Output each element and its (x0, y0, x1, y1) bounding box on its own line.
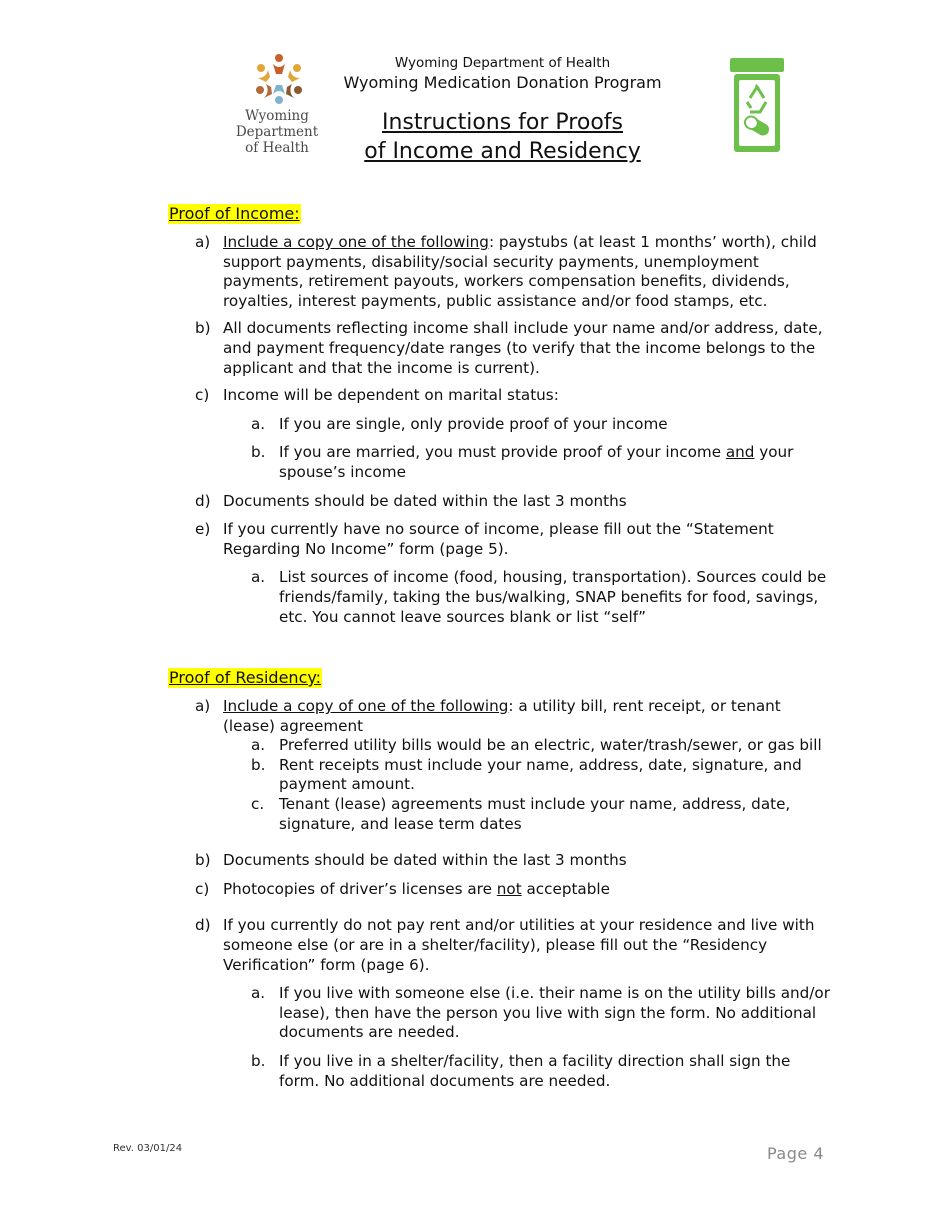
sub-list-item (251, 415, 835, 435)
title-line-1: Instructions for Proofs (381, 110, 623, 135)
list-item (195, 233, 835, 311)
list-marker: b. (251, 1051, 266, 1070)
income-e-text: If you currently have no source of income, please fill out the “Statement Regarding No Income” form (page 5). (223, 520, 774, 558)
page-number: Page 4 (767, 1144, 824, 1163)
list-item (195, 520, 835, 559)
residency-heading: Proof of Residency: (169, 668, 322, 687)
page-title (330, 108, 675, 166)
list-marker: a) (195, 233, 211, 251)
list-marker: c) (195, 386, 210, 405)
residency-a-lead: Include a copy of one of the following (223, 697, 509, 715)
income-b-text: All documents reflecting income shall include your name and/or address, date, and payment frequency/date ranges (to verify that the income belongs to the applicant and that the income is current). (223, 319, 823, 377)
list-marker: a. (251, 984, 266, 1003)
sub-list-item (251, 443, 835, 482)
logo-line-1: Wyoming (245, 108, 309, 124)
list-marker: a) (195, 697, 211, 715)
list-item (195, 916, 835, 975)
sub-list-item (251, 568, 835, 627)
income-a-text: : paystubs (at least 1 months’ worth), child support payments, disability/social security payments, unemployment payments, retirement payouts, workers compensation benefits, dividends, royalties, interest payments, public assistance and/or food stamps, etc. (223, 233, 817, 310)
residency-b-text: Documents should be dated within the last 3 months (223, 851, 627, 870)
residency-a-sub-c: Tenant (lease) agreements must include your name, address, date, signature, and lease term dates (279, 794, 791, 833)
list-item (195, 880, 835, 900)
list-item (195, 386, 835, 406)
recycle-bin-icon (730, 58, 784, 158)
list-item (195, 851, 835, 871)
residency-d-sub-a: If you live with someone else (i.e. their name is on the utility bills and/or lease), then have the person you live with sign the form. No additional documents are needed. (279, 984, 830, 1042)
list-marker: a. (251, 568, 266, 587)
income-list (195, 233, 835, 627)
logo-line-2: Department (235, 124, 319, 140)
residency-a-sub-a: Preferred utility bills would be an electric, water/trash/sewer, or gas bill (279, 736, 822, 755)
residency-a-sub-b: Rent receipts must include your name, address, date, signature, and payment amount. (279, 755, 802, 794)
sub-list-item (251, 736, 835, 756)
list-marker: c. (251, 794, 265, 813)
list-item (195, 697, 835, 736)
sub-list-item (251, 1052, 835, 1091)
list-marker: b) (195, 851, 211, 870)
list-marker: d) (195, 916, 211, 935)
list-marker: b) (195, 319, 211, 338)
income-c-text: Income will be dependent on marital status: (223, 386, 559, 405)
list-marker: e) (195, 520, 211, 539)
residency-list (195, 697, 835, 1091)
revision-date: Rev. 03/01/24 (113, 1143, 183, 1154)
income-heading: Proof of Income: (169, 204, 300, 223)
list-item (195, 492, 835, 512)
income-a-lead: Include a copy one of the following (223, 233, 489, 251)
people-circle-icon (252, 52, 306, 106)
sub-list-item (251, 795, 835, 834)
income-d-text: Documents should be dated within the last 3 months (223, 491, 627, 510)
sub-list-item (251, 756, 835, 795)
residency-c-post: acceptable (521, 879, 610, 898)
program-name: Wyoming Medication Donation Program (343, 73, 662, 92)
income-c-sub-b-post: your spouse’s income (279, 443, 794, 481)
title-line-2: of Income and Residency (364, 139, 641, 164)
list-marker: c) (195, 879, 210, 898)
list-item (195, 319, 835, 378)
residency-d-sub-b: If you live in a shelter/facility, then a facility direction shall sign the form. No additional documents are needed. (279, 1051, 791, 1090)
list-marker: a. (251, 736, 266, 755)
residency-c-pre: Photocopies of driver’s licenses are (223, 879, 497, 898)
income-c-sub-b-emphasis: and (725, 443, 755, 462)
residency-c-emphasis: not (496, 879, 522, 898)
list-marker: a. (251, 414, 266, 433)
sub-list-item (251, 984, 835, 1043)
logo-line-3: of Health (245, 140, 309, 156)
residency-d-text: If you currently do not pay rent and/or utilities at your residence and live with someone else (or are in a shelter/facility), please fill out the “Residency Verification” form (page 6). (223, 916, 815, 974)
list-marker: b. (251, 755, 266, 774)
income-e-sub-a: List sources of income (food, housing, transportation). Sources could be friends/family, taking the bus/walking, SNAP benefits for food, savings, etc. You cannot leave sources blank or list “self” (279, 568, 827, 626)
wdh-logo (232, 52, 322, 162)
list-marker: b. (251, 443, 266, 462)
income-c-sub-a: If you are single, only provide proof of your income (279, 414, 668, 433)
income-c-sub-b-pre: If you are married, you must provide proof of your income (279, 443, 726, 462)
residency-a-text: : a utility bill, rent receipt, or tenant (lease) agreement (223, 697, 781, 735)
page-header (330, 54, 675, 166)
agency-name: Wyoming Department of Health (394, 55, 611, 71)
list-marker: d) (195, 491, 211, 510)
